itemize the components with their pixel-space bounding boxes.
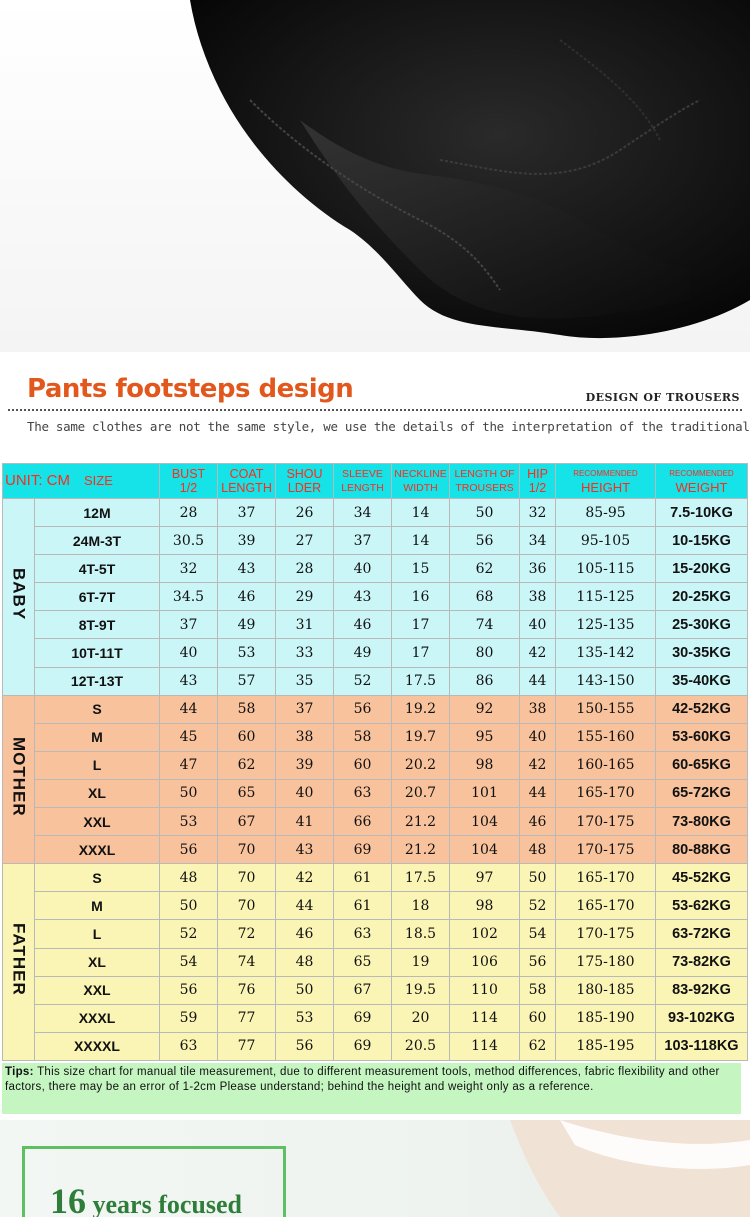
size-cell: L bbox=[35, 920, 160, 948]
value-cell: 48 bbox=[276, 948, 334, 976]
value-cell: 38 bbox=[520, 695, 556, 723]
value-cell: 72 bbox=[218, 920, 276, 948]
weight-cell: 45-52KG bbox=[656, 864, 748, 892]
value-cell: 61 bbox=[334, 892, 392, 920]
header-hip: HIP 1/2 bbox=[520, 464, 556, 499]
bottom-banner bbox=[0, 1120, 750, 1217]
value-cell: 19.7 bbox=[392, 723, 450, 751]
weight-cell: 93-102KG bbox=[656, 1004, 748, 1032]
value-cell: 95-105 bbox=[556, 527, 656, 555]
value-cell: 37 bbox=[334, 527, 392, 555]
table-row bbox=[3, 527, 748, 555]
value-cell: 170-175 bbox=[556, 920, 656, 948]
value-cell: 44 bbox=[520, 779, 556, 807]
tips-label: Tips: bbox=[5, 1066, 34, 1078]
section-title: Pants footsteps design bbox=[27, 374, 354, 404]
value-cell: 46 bbox=[276, 920, 334, 948]
value-cell: 30.5 bbox=[160, 527, 218, 555]
weight-cell: 42-52KG bbox=[656, 695, 748, 723]
value-cell: 17 bbox=[392, 639, 450, 667]
value-cell: 135-142 bbox=[556, 639, 656, 667]
header-bust: BUST 1/2 bbox=[160, 464, 218, 499]
value-cell: 77 bbox=[218, 1032, 276, 1060]
table-row bbox=[3, 611, 748, 639]
value-cell: 110 bbox=[450, 976, 520, 1004]
value-cell: 18.5 bbox=[392, 920, 450, 948]
value-cell: 56 bbox=[160, 836, 218, 864]
value-cell: 180-185 bbox=[556, 976, 656, 1004]
value-cell: 39 bbox=[218, 527, 276, 555]
table-row bbox=[3, 920, 748, 948]
fabric-illustration bbox=[0, 0, 750, 352]
value-cell: 17.5 bbox=[392, 864, 450, 892]
value-cell: 69 bbox=[334, 836, 392, 864]
value-cell: 50 bbox=[450, 499, 520, 527]
table-row bbox=[3, 1032, 748, 1060]
value-cell: 101 bbox=[450, 779, 520, 807]
value-cell: 165-170 bbox=[556, 779, 656, 807]
value-cell: 14 bbox=[392, 499, 450, 527]
value-cell: 76 bbox=[218, 976, 276, 1004]
value-cell: 92 bbox=[450, 695, 520, 723]
size-cell: 6T-7T bbox=[35, 583, 160, 611]
value-cell: 170-175 bbox=[556, 836, 656, 864]
value-cell: 62 bbox=[450, 555, 520, 583]
size-cell: 10T-11T bbox=[35, 639, 160, 667]
value-cell: 56 bbox=[160, 976, 218, 1004]
weight-cell: 20-25KG bbox=[656, 583, 748, 611]
size-cell: 12M bbox=[35, 499, 160, 527]
value-cell: 80 bbox=[450, 639, 520, 667]
value-cell: 37 bbox=[276, 695, 334, 723]
value-cell: 114 bbox=[450, 1004, 520, 1032]
value-cell: 105-115 bbox=[556, 555, 656, 583]
value-cell: 44 bbox=[276, 892, 334, 920]
table-row bbox=[3, 1004, 748, 1032]
unit-header: UNIT: CM SIZE bbox=[3, 464, 160, 499]
value-cell: 69 bbox=[334, 1032, 392, 1060]
value-cell: 44 bbox=[160, 695, 218, 723]
value-cell: 60 bbox=[520, 1004, 556, 1032]
value-cell: 63 bbox=[334, 779, 392, 807]
section-description: The same clothes are not the same style, we use the details of the interpretation of the traditional bbox=[27, 419, 750, 434]
size-cell: XL bbox=[35, 779, 160, 807]
value-cell: 36 bbox=[520, 555, 556, 583]
value-cell: 165-170 bbox=[556, 892, 656, 920]
table-row bbox=[3, 976, 748, 1004]
weight-cell: 53-62KG bbox=[656, 892, 748, 920]
value-cell: 34 bbox=[520, 527, 556, 555]
value-cell: 70 bbox=[218, 892, 276, 920]
value-cell: 69 bbox=[334, 1004, 392, 1032]
value-cell: 65 bbox=[218, 779, 276, 807]
table-body bbox=[3, 499, 748, 1061]
value-cell: 85-95 bbox=[556, 499, 656, 527]
value-cell: 20.2 bbox=[392, 751, 450, 779]
weight-cell: 30-35KG bbox=[656, 639, 748, 667]
table-header-row bbox=[3, 464, 748, 499]
value-cell: 43 bbox=[276, 836, 334, 864]
value-cell: 52 bbox=[520, 892, 556, 920]
size-cell: M bbox=[35, 892, 160, 920]
value-cell: 52 bbox=[160, 920, 218, 948]
value-cell: 56 bbox=[450, 527, 520, 555]
weight-cell: 73-82KG bbox=[656, 948, 748, 976]
value-cell: 38 bbox=[520, 583, 556, 611]
value-cell: 185-195 bbox=[556, 1032, 656, 1060]
size-cell: XXL bbox=[35, 808, 160, 836]
size-cell: 24M-3T bbox=[35, 527, 160, 555]
value-cell: 185-190 bbox=[556, 1004, 656, 1032]
value-cell: 21.2 bbox=[392, 808, 450, 836]
header-neckline-width: NECKLINE WIDTH bbox=[392, 464, 450, 499]
value-cell: 74 bbox=[450, 611, 520, 639]
table-row bbox=[3, 667, 748, 695]
size-cell: L bbox=[35, 751, 160, 779]
value-cell: 37 bbox=[218, 499, 276, 527]
value-cell: 59 bbox=[160, 1004, 218, 1032]
value-cell: 86 bbox=[450, 667, 520, 695]
value-cell: 20.5 bbox=[392, 1032, 450, 1060]
value-cell: 14 bbox=[392, 527, 450, 555]
table-row bbox=[3, 499, 748, 527]
value-cell: 48 bbox=[160, 864, 218, 892]
value-cell: 31 bbox=[276, 611, 334, 639]
value-cell: 56 bbox=[520, 948, 556, 976]
value-cell: 50 bbox=[276, 976, 334, 1004]
value-cell: 65 bbox=[334, 948, 392, 976]
value-cell: 77 bbox=[218, 1004, 276, 1032]
table-row bbox=[3, 808, 748, 836]
group-label-father: FATHER bbox=[3, 864, 35, 1061]
group-label-mother: MOTHER bbox=[3, 695, 35, 864]
table-row bbox=[3, 695, 748, 723]
value-cell: 19.2 bbox=[392, 695, 450, 723]
header-coat-length: COAT LENGTH bbox=[218, 464, 276, 499]
value-cell: 50 bbox=[520, 864, 556, 892]
value-cell: 39 bbox=[276, 751, 334, 779]
value-cell: 74 bbox=[218, 948, 276, 976]
value-cell: 68 bbox=[450, 583, 520, 611]
value-cell: 19 bbox=[392, 948, 450, 976]
value-cell: 34 bbox=[334, 499, 392, 527]
value-cell: 115-125 bbox=[556, 583, 656, 611]
table-row bbox=[3, 948, 748, 976]
size-cell: 8T-9T bbox=[35, 611, 160, 639]
size-cell: XXL bbox=[35, 976, 160, 1004]
value-cell: 34.5 bbox=[160, 583, 218, 611]
value-cell: 42 bbox=[520, 751, 556, 779]
weight-cell: 83-92KG bbox=[656, 976, 748, 1004]
value-cell: 60 bbox=[334, 751, 392, 779]
value-cell: 104 bbox=[450, 836, 520, 864]
weight-cell: 53-60KG bbox=[656, 723, 748, 751]
header-rec-weight: RECOMMENDED WEIGHT bbox=[656, 464, 748, 499]
value-cell: 104 bbox=[450, 808, 520, 836]
weight-cell: 63-72KG bbox=[656, 920, 748, 948]
value-cell: 95 bbox=[450, 723, 520, 751]
value-cell: 26 bbox=[276, 499, 334, 527]
dotted-divider bbox=[8, 409, 742, 411]
value-cell: 54 bbox=[160, 948, 218, 976]
value-cell: 56 bbox=[276, 1032, 334, 1060]
header-rec-height: RECOMMENDED HEIGHT bbox=[556, 464, 656, 499]
tips-text: This size chart for manual tile measurement, due to different measurement tools, method differences, fabric flexibility and other factors, there may be an error of 1-2cm Please understand; behind the height and weight only as a reference. bbox=[5, 1066, 720, 1093]
size-cell: XL bbox=[35, 948, 160, 976]
value-cell: 57 bbox=[218, 667, 276, 695]
value-cell: 28 bbox=[276, 555, 334, 583]
weight-cell: 73-80KG bbox=[656, 808, 748, 836]
size-chart-table bbox=[2, 463, 748, 1061]
value-cell: 43 bbox=[160, 667, 218, 695]
weight-cell: 15-20KG bbox=[656, 555, 748, 583]
size-cell: M bbox=[35, 723, 160, 751]
value-cell: 45 bbox=[160, 723, 218, 751]
section-subtitle: DESIGN OF TROUSERS bbox=[585, 391, 740, 404]
value-cell: 40 bbox=[160, 639, 218, 667]
size-cell: S bbox=[35, 864, 160, 892]
size-cell: 12T-13T bbox=[35, 667, 160, 695]
value-cell: 46 bbox=[218, 583, 276, 611]
value-cell: 67 bbox=[334, 976, 392, 1004]
value-cell: 28 bbox=[160, 499, 218, 527]
header-trousers-length: LENGTH OF TROUSERS bbox=[450, 464, 520, 499]
size-cell: XXXXL bbox=[35, 1032, 160, 1060]
table-row bbox=[3, 779, 748, 807]
value-cell: 160-165 bbox=[556, 751, 656, 779]
value-cell: 38 bbox=[276, 723, 334, 751]
value-cell: 60 bbox=[218, 723, 276, 751]
header-sleeve-length: SLEEVE LENGTH bbox=[334, 464, 392, 499]
value-cell: 17.5 bbox=[392, 667, 450, 695]
table-row bbox=[3, 892, 748, 920]
value-cell: 49 bbox=[334, 639, 392, 667]
value-cell: 53 bbox=[218, 639, 276, 667]
table-row bbox=[3, 751, 748, 779]
value-cell: 62 bbox=[218, 751, 276, 779]
value-cell: 40 bbox=[520, 723, 556, 751]
weight-cell: 80-88KG bbox=[656, 836, 748, 864]
value-cell: 40 bbox=[520, 611, 556, 639]
value-cell: 175-180 bbox=[556, 948, 656, 976]
weight-cell: 10-15KG bbox=[656, 527, 748, 555]
size-cell: 4T-5T bbox=[35, 555, 160, 583]
table-row bbox=[3, 836, 748, 864]
value-cell: 58 bbox=[218, 695, 276, 723]
value-cell: 125-135 bbox=[556, 611, 656, 639]
table-row bbox=[3, 555, 748, 583]
value-cell: 58 bbox=[334, 723, 392, 751]
value-cell: 102 bbox=[450, 920, 520, 948]
header-shoulder: SHOU LDER bbox=[276, 464, 334, 499]
value-cell: 62 bbox=[520, 1032, 556, 1060]
value-cell: 15 bbox=[392, 555, 450, 583]
value-cell: 66 bbox=[334, 808, 392, 836]
value-cell: 21.2 bbox=[392, 836, 450, 864]
value-cell: 98 bbox=[450, 751, 520, 779]
value-cell: 32 bbox=[520, 499, 556, 527]
weight-cell: 60-65KG bbox=[656, 751, 748, 779]
value-cell: 20 bbox=[392, 1004, 450, 1032]
value-cell: 50 bbox=[160, 779, 218, 807]
table-row bbox=[3, 723, 748, 751]
value-cell: 114 bbox=[450, 1032, 520, 1060]
value-cell: 37 bbox=[160, 611, 218, 639]
value-cell: 143-150 bbox=[556, 667, 656, 695]
value-cell: 48 bbox=[520, 836, 556, 864]
value-cell: 53 bbox=[160, 808, 218, 836]
value-cell: 40 bbox=[276, 779, 334, 807]
value-cell: 150-155 bbox=[556, 695, 656, 723]
value-cell: 43 bbox=[334, 583, 392, 611]
value-cell: 106 bbox=[450, 948, 520, 976]
value-cell: 18 bbox=[392, 892, 450, 920]
value-cell: 47 bbox=[160, 751, 218, 779]
table-row bbox=[3, 583, 748, 611]
value-cell: 97 bbox=[450, 864, 520, 892]
value-cell: 43 bbox=[218, 555, 276, 583]
value-cell: 46 bbox=[520, 808, 556, 836]
value-cell: 58 bbox=[520, 976, 556, 1004]
value-cell: 54 bbox=[520, 920, 556, 948]
value-cell: 29 bbox=[276, 583, 334, 611]
weight-cell: 103-118KG bbox=[656, 1032, 748, 1060]
value-cell: 46 bbox=[334, 611, 392, 639]
weight-cell: 35-40KG bbox=[656, 667, 748, 695]
table-row bbox=[3, 864, 748, 892]
value-cell: 19.5 bbox=[392, 976, 450, 1004]
value-cell: 165-170 bbox=[556, 864, 656, 892]
value-cell: 56 bbox=[334, 695, 392, 723]
value-cell: 16 bbox=[392, 583, 450, 611]
value-cell: 41 bbox=[276, 808, 334, 836]
value-cell: 20.7 bbox=[392, 779, 450, 807]
size-cell: XXXL bbox=[35, 836, 160, 864]
value-cell: 27 bbox=[276, 527, 334, 555]
size-cell: XXXL bbox=[35, 1004, 160, 1032]
value-cell: 50 bbox=[160, 892, 218, 920]
weight-cell: 7.5-10KG bbox=[656, 499, 748, 527]
value-cell: 44 bbox=[520, 667, 556, 695]
value-cell: 32 bbox=[160, 555, 218, 583]
tips-note bbox=[2, 1063, 741, 1114]
value-cell: 42 bbox=[520, 639, 556, 667]
product-photo bbox=[0, 0, 750, 352]
value-cell: 70 bbox=[218, 836, 276, 864]
value-cell: 61 bbox=[334, 864, 392, 892]
size-cell: S bbox=[35, 695, 160, 723]
value-cell: 49 bbox=[218, 611, 276, 639]
value-cell: 40 bbox=[334, 555, 392, 583]
value-cell: 98 bbox=[450, 892, 520, 920]
value-cell: 63 bbox=[160, 1032, 218, 1060]
value-cell: 33 bbox=[276, 639, 334, 667]
value-cell: 70 bbox=[218, 864, 276, 892]
weight-cell: 65-72KG bbox=[656, 779, 748, 807]
value-cell: 35 bbox=[276, 667, 334, 695]
value-cell: 67 bbox=[218, 808, 276, 836]
value-cell: 52 bbox=[334, 667, 392, 695]
value-cell: 42 bbox=[276, 864, 334, 892]
table-row bbox=[3, 639, 748, 667]
value-cell: 155-160 bbox=[556, 723, 656, 751]
value-cell: 53 bbox=[276, 1004, 334, 1032]
value-cell: 170-175 bbox=[556, 808, 656, 836]
value-cell: 17 bbox=[392, 611, 450, 639]
weight-cell: 25-30KG bbox=[656, 611, 748, 639]
banner-years-text: 16 years focused bbox=[50, 1181, 242, 1217]
value-cell: 63 bbox=[334, 920, 392, 948]
group-label-baby: BABY bbox=[3, 499, 35, 696]
